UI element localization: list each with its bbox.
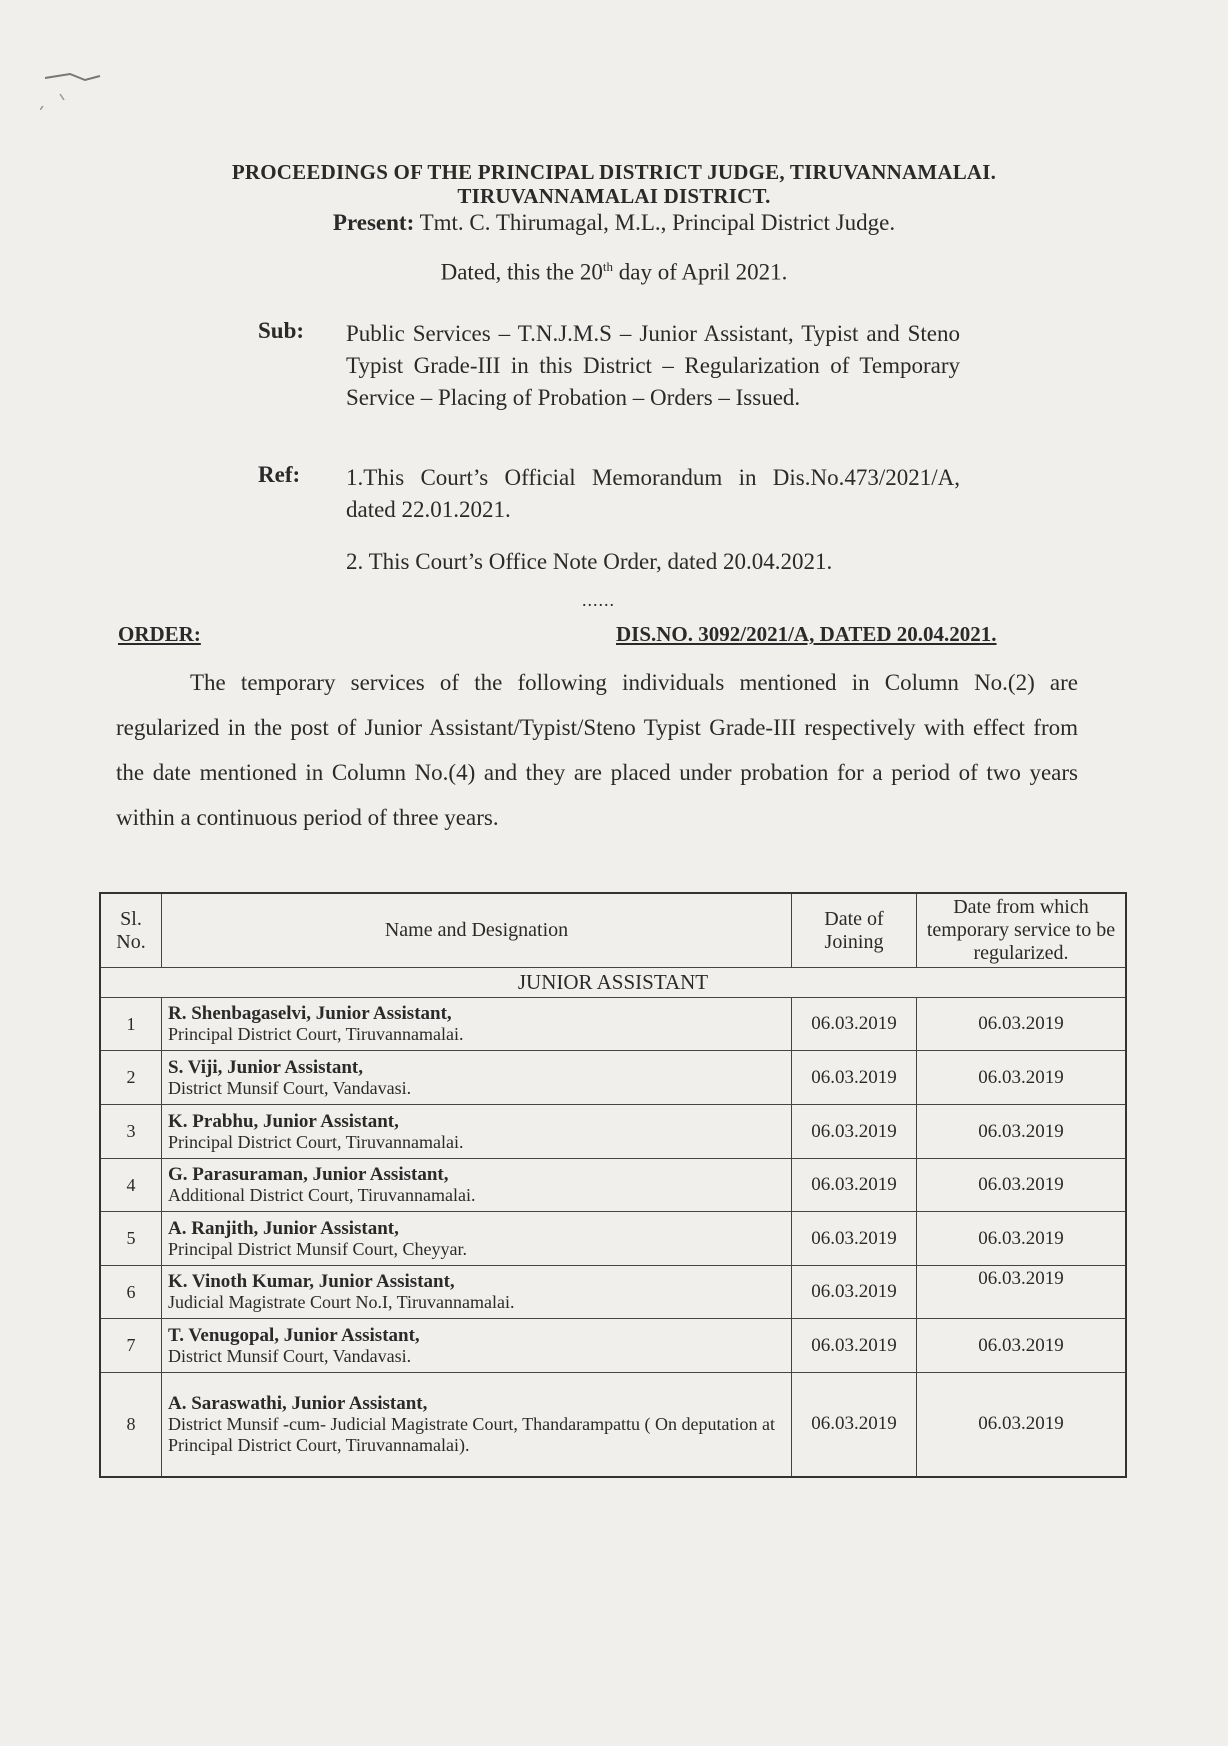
row-post: District Munsif Court, Vandavasi. (168, 1077, 412, 1098)
row-name-cell (162, 1051, 792, 1105)
row-sl: 6 (100, 1266, 162, 1319)
order-paragraph-text: The temporary services of the following individuals mentioned in Column No.(2) are regularized in the post of Junior Assistant/Typist/Steno Typist Grade-III respectively with effect from the date mentioned in Column No.(4) and they are placed under probation for a period of two years within a continuous period of three years. (116, 670, 1078, 830)
row-reg: 06.03.2019 (917, 1319, 1127, 1373)
row-doj: 06.03.2019 (792, 1051, 917, 1105)
table-row (100, 1266, 1126, 1319)
row-sl: 7 (100, 1319, 162, 1373)
row-name: T. Venugopal, Junior Assistant, (168, 1324, 420, 1346)
row-sl: 5 (100, 1212, 162, 1266)
row-post: District Munsif Court, Vandavasi. (168, 1345, 412, 1366)
proceedings-heading: PROCEEDINGS OF THE PRINCIPAL DISTRICT JUDGE, TIRUVANNAMALAI. (231, 160, 997, 184)
dated-prefix: Dated, this the 20 (440, 259, 603, 285)
row-doj: 06.03.2019 (792, 1105, 917, 1159)
row-post: Principal District Court, Tiruvannamalai. (168, 1024, 464, 1044)
row-name-cell (162, 1266, 792, 1319)
header-date-of-joining: Date of Joining (792, 893, 917, 968)
row-name: S. Viji, Junior Assistant, (168, 1056, 363, 1078)
row-name: A. Ranjith, Junior Assistant, (168, 1217, 399, 1239)
table-row (100, 1105, 1126, 1159)
order-label: ORDER: (118, 622, 201, 646)
table-row (100, 998, 1126, 1051)
row-doj: 06.03.2019 (792, 1266, 917, 1319)
row-sl: 4 (100, 1159, 162, 1212)
row-name: G. Parasuraman, Junior Assistant, (168, 1164, 449, 1185)
sub-text: Public Services – T.N.J.M.S – Junior Assistant, Typist and Steno Typist Grade-III in this District – Regularization of Temporary Service – Placing of Probation – Orders – Issued. (346, 321, 960, 410)
sub-label: Sub: (258, 318, 305, 343)
row-post: District Munsif -cum- Judicial Magistrate Court, Thandarampattu ( On deputation at Principal District Court, Tiruvannamalai). (168, 1413, 776, 1455)
row-post: Judicial Magistrate Court No.I, Tiruvannamalai. (168, 1292, 515, 1312)
order-number: DIS.NO. 3092/2021/A, DATED 20.04.2021. (616, 622, 997, 646)
row-doj: 06.03.2019 (792, 998, 917, 1051)
separator-dots: ...... (582, 590, 615, 610)
row-name-cell (162, 998, 792, 1051)
regularization-table (99, 892, 1127, 1478)
row-reg: 06.03.2019 (917, 998, 1127, 1051)
row-name-cell (162, 1159, 792, 1212)
ref-item-2: 2. This Court’s Office Note Order, dated 20.04.2021. (346, 549, 833, 574)
order-paragraph (116, 660, 1078, 840)
row-doj: 06.03.2019 (792, 1159, 917, 1212)
row-sl: 2 (100, 1051, 162, 1105)
row-reg: 06.03.2019 (917, 1373, 1127, 1477)
row-name-cell (162, 1212, 792, 1266)
ref-label: Ref: (258, 462, 301, 487)
row-name: A. Saraswathi, Junior Assistant, (168, 1392, 428, 1414)
row-post: Principal District Court, Tiruvannamalai. (168, 1131, 464, 1152)
dated-sup: th (602, 259, 613, 274)
present-label: Present: (332, 210, 415, 235)
row-reg: 06.03.2019 (917, 1105, 1127, 1159)
row-name-cell (162, 1319, 792, 1373)
row-name: K. Prabhu, Junior Assistant, (168, 1110, 399, 1132)
row-post: Additional District Court, Tiruvannamalai. (168, 1185, 476, 1205)
present-text: Tmt. C. Thirumagal, M.L., Principal District Judge. (419, 210, 896, 235)
paper-smudge-mark (40, 70, 130, 110)
row-doj: 06.03.2019 (792, 1319, 917, 1373)
header-sl-no: Sl. No. (100, 893, 162, 968)
row-reg: 06.03.2019 (917, 1266, 1127, 1319)
row-name-cell (162, 1373, 792, 1477)
header-regularization-date: Date from which temporary service to be regularized. (917, 893, 1127, 968)
section-junior-assistant: JUNIOR ASSISTANT (100, 968, 1126, 998)
ref-item-1: 1.This Court’s Official Memorandum in Dis.No.473/2021/A, dated 22.01.2021. (346, 465, 960, 522)
district-heading: TIRUVANNAMALAI DISTRICT. (457, 184, 771, 208)
row-name: R. Shenbagaselvi, Junior Assistant, (168, 1003, 452, 1024)
row-sl: 3 (100, 1105, 162, 1159)
table-row (100, 1319, 1126, 1373)
row-reg: 06.03.2019 (917, 1159, 1127, 1212)
row-name: K. Vinoth Kumar, Junior Assistant, (168, 1271, 455, 1292)
row-doj: 06.03.2019 (792, 1373, 917, 1477)
table-row (100, 1373, 1126, 1477)
row-post: Principal District Munsif Court, Cheyyar. (168, 1238, 467, 1259)
header-name-designation: Name and Designation (162, 893, 792, 968)
row-sl: 1 (100, 998, 162, 1051)
table-row (100, 1051, 1126, 1105)
row-reg: 06.03.2019 (917, 1051, 1127, 1105)
dated-line (0, 259, 1228, 286)
row-doj: 06.03.2019 (792, 1212, 917, 1266)
table-row (100, 1212, 1126, 1266)
row-name-cell (162, 1105, 792, 1159)
table-row (100, 1159, 1126, 1212)
row-reg: 06.03.2019 (917, 1212, 1127, 1266)
present-line (0, 210, 1228, 236)
dated-suffix: day of April 2021. (612, 259, 788, 285)
row-sl: 8 (100, 1373, 162, 1477)
